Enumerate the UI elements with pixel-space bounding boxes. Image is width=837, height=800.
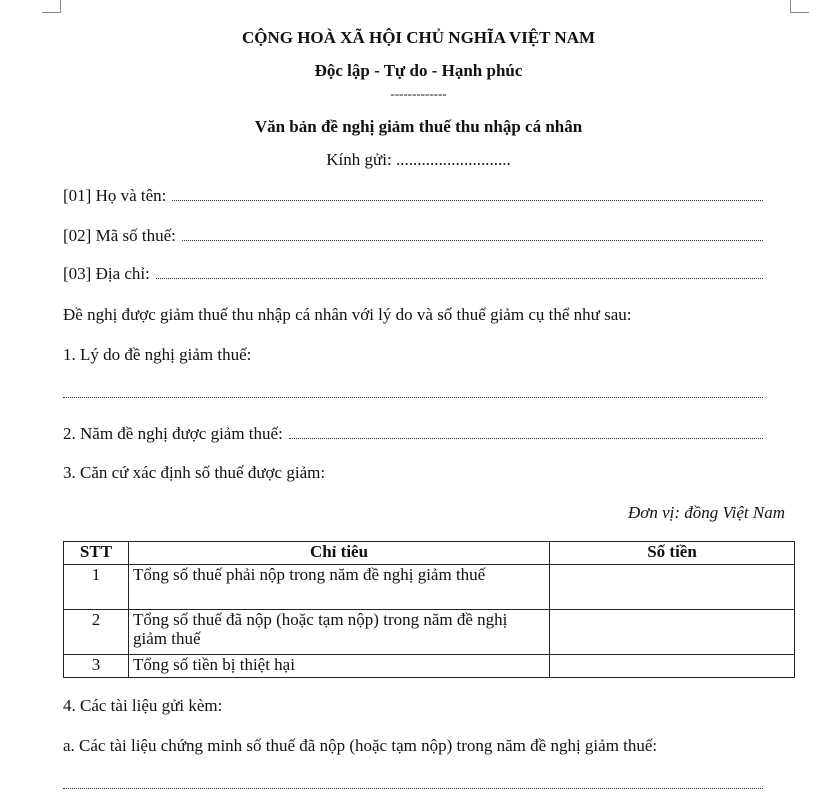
dotted-fill (172, 199, 763, 201)
reason-label: 1. Lý do đề nghị giảm thuế: (63, 345, 252, 364)
table-row (64, 565, 795, 610)
recipient-line: Kính gửi: ........................... (326, 150, 511, 169)
reason-fill-line[interactable] (63, 396, 763, 398)
page-corner-mark-left (42, 0, 61, 13)
row-amount-cell[interactable] (550, 565, 795, 610)
attachment-a-fill-line[interactable] (63, 787, 763, 789)
header-amount: Số tiền (550, 542, 795, 565)
document-title: Văn bản đề nghị giảm thuế thu nhập cá nhân (254, 117, 583, 136)
header-separator: ------------- (390, 86, 447, 101)
field-label: [02] Mã số thuế: (63, 226, 176, 245)
header-stt: STT (64, 542, 129, 565)
field-label: [03] Địa chỉ: (63, 264, 150, 283)
field-tax-year[interactable] (63, 424, 763, 444)
row-amount-cell[interactable] (550, 610, 795, 655)
row-item: Tổng số thuế đã nộp (hoặc tạm nộp) trong năm đề nghị giảm thuế (129, 610, 550, 655)
row-item: Tổng số thuế phải nộp trong năm đề nghị giảm thuế (129, 565, 550, 610)
dotted-fill (182, 239, 763, 241)
country-name: CỘNG HOÀ XÃ HỘI CHỦ NGHĨA VIỆT NAM (241, 28, 596, 47)
field-tax-code[interactable] (63, 226, 763, 246)
row-stt: 1 (64, 565, 129, 610)
dotted-fill (156, 277, 763, 279)
attachment-a-label: a. Các tài liệu chứng minh số thuế đã nộp (hoặc tạm nộp) trong năm đề nghị giảm thuế: (63, 736, 658, 755)
table-row (64, 655, 795, 678)
table-row (64, 610, 795, 655)
row-item: Tổng số tiền bị thiệt hại (129, 655, 550, 678)
basis-label: 3. Căn cứ xác định số thuế được giảm: (63, 463, 326, 482)
field-label: [01] Họ và tên: (63, 186, 167, 205)
field-address[interactable] (63, 264, 763, 284)
table-header-row (64, 542, 795, 565)
national-motto: Độc lập - Tự do - Hạnh phúc (314, 61, 523, 80)
row-stt: 2 (64, 610, 129, 655)
row-stt: 3 (64, 655, 129, 678)
tax-reduction-table (63, 541, 795, 678)
attachments-label: 4. Các tài liệu gửi kèm: (63, 696, 223, 715)
request-paragraph: Đề nghị được giảm thuế thu nhập cá nhân với lý do và số thuế giảm cụ thể như sau: (63, 305, 632, 324)
dotted-fill (289, 437, 763, 439)
header-item: Chỉ tiêu (129, 542, 550, 565)
row-amount-cell[interactable] (550, 655, 795, 678)
page-corner-mark-right (790, 0, 809, 13)
currency-unit-note: Đơn vị: đồng Việt Nam (627, 503, 785, 522)
field-label: 2. Năm đề nghị được giảm thuế: (63, 424, 283, 443)
field-full-name[interactable] (63, 186, 763, 206)
